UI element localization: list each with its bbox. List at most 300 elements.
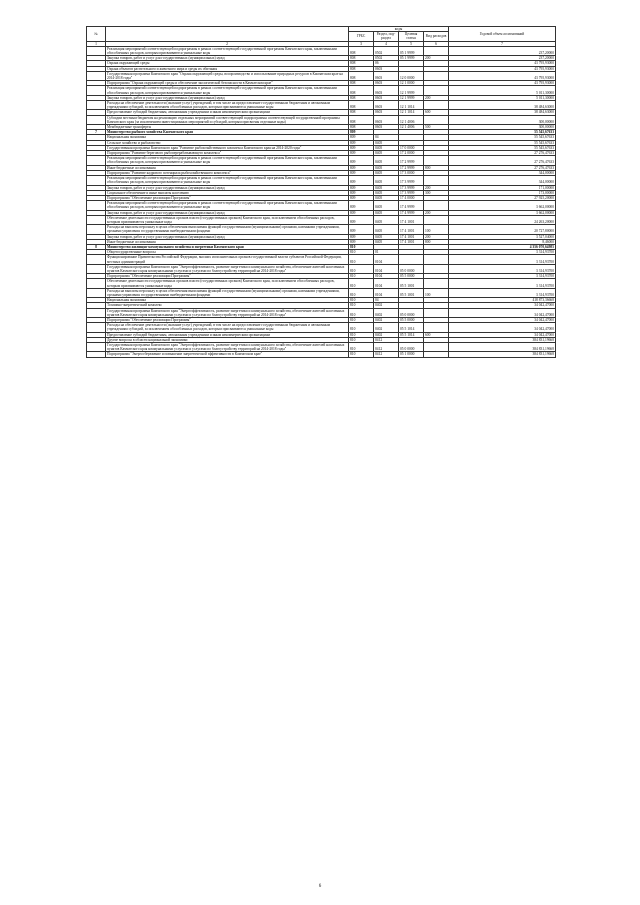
row-grbs: 808 <box>349 101 374 110</box>
row-exptype: 600 <box>424 110 449 115</box>
header-index: 5 <box>399 41 424 46</box>
row-section: 0405 <box>374 190 399 195</box>
row-name: Подпрограмма "Обеспечение реализации Программы" <box>106 274 349 279</box>
header-exptype: Вид расходов <box>424 32 449 41</box>
row-section: 0405 <box>374 140 399 145</box>
row-amount: 5 011,30000 <box>449 86 556 95</box>
row-section: 04 <box>374 298 399 303</box>
row-grbs: 810 <box>349 332 374 337</box>
row-name: Социальное обеспечение и иные выплаты населению <box>106 190 349 195</box>
row-name: Национальная экономика <box>106 135 349 140</box>
row-grbs: 808 <box>349 115 374 124</box>
row-grbs: 808 <box>349 61 374 66</box>
table-row <box>87 308 556 317</box>
row-amount: 344,00000 <box>449 170 556 175</box>
row-exptype <box>424 352 449 357</box>
row-section: 0412 <box>374 337 399 342</box>
row-name: Межбюджетные трансферты <box>106 125 349 130</box>
row-target: 17 3 0000 <box>399 170 424 175</box>
row-section: 0603 <box>374 81 399 86</box>
row-grbs: 808 <box>349 86 374 95</box>
budget-table <box>86 26 556 358</box>
row-name: Сельское хозяйство и рыболовство <box>106 140 349 145</box>
row-exptype <box>424 255 449 264</box>
row-section: 0405 <box>374 151 399 156</box>
row-target: 17 2 9999 <box>399 156 424 165</box>
row-target: 17 3 9999 <box>399 190 424 195</box>
row-amount: 38 484,63000 <box>449 101 556 110</box>
row-grbs: 809 <box>349 165 374 170</box>
row-name: Подпрограмма "Охрана окружающей среды и обеспечение экологической безопасности в Камчатском крае" <box>106 81 349 86</box>
row-target: 17 4 1001 <box>399 234 424 239</box>
table-row <box>87 101 556 110</box>
row-name: Подпрограмма "Энергосбережение и повышение энергетической эффективности в Камчатском крае" <box>106 352 349 357</box>
row-grbs: 809 <box>349 156 374 165</box>
row-name: Расходы на обеспечение деятельности (оказание услуг) учреждений, в том числе на предоставление государственным бюджетным и автономным учреждениям субсидий, за исключением обособленных расходов, которым присваиваются уникальные коды <box>106 101 349 110</box>
row-target: 12 1 1014 <box>399 110 424 115</box>
row-section: 0603 <box>374 110 399 115</box>
row-exptype: 500 <box>424 125 449 130</box>
row-number <box>87 201 106 210</box>
row-amount: 55 545,67633 <box>449 145 556 150</box>
row-grbs: 808 <box>349 56 374 61</box>
row-number <box>87 215 106 224</box>
header-amount: Годовой объем ассигнований <box>449 27 556 42</box>
row-exptype <box>424 279 449 288</box>
row-number <box>87 115 106 124</box>
row-section: 0412 <box>374 343 399 352</box>
row-name: Реализация мероприятий соответствующей подпрограммы в рамках соответствующей государственной программы Камчатского края, заключенными обособленных расходов, которым присваиваются уникальные коды <box>106 201 349 210</box>
row-target: 05 5 1001 <box>399 279 424 288</box>
row-section: 0405 <box>374 145 399 150</box>
row-grbs: 810 <box>349 279 374 288</box>
row-grbs: 809 <box>349 225 374 234</box>
row-number <box>87 279 106 288</box>
row-amount: 237,20000 <box>449 56 556 61</box>
row-section: 0405 <box>374 215 399 224</box>
row-number <box>87 46 106 55</box>
header-section: Раздел, под-раздел <box>374 32 399 41</box>
row-number <box>87 323 106 332</box>
table-row <box>87 279 556 288</box>
row-name: Национальная экономика <box>106 298 349 303</box>
row-name: Реализация мероприятий соответствующей подпрограммы в рамках соответствующей государственной программы Камчатского края, заключенными обособленных расходов, которым присваиваются уникальные коды <box>106 46 349 55</box>
row-exptype: 100 <box>424 225 449 234</box>
row-number <box>87 156 106 165</box>
row-grbs: 809 <box>349 185 374 190</box>
row-amount: 3 662,00000 <box>449 201 556 210</box>
row-amount: 384 831,19668 <box>449 352 556 357</box>
row-section: 0405 <box>374 201 399 210</box>
row-exptype <box>424 71 449 80</box>
row-exptype: 200 <box>424 56 449 61</box>
row-exptype: 800 <box>424 165 449 170</box>
row-section: 0603 <box>374 66 399 71</box>
row-name: Реализация мероприятий соответствующей подпрограммы в рамках соответствующей государственной программы Камчатского края, заключенными обособленных расходов, которым присваиваются уникальные коды <box>106 86 349 95</box>
row-grbs: 810 <box>349 274 374 279</box>
row-exptype <box>424 176 449 185</box>
row-exptype: 200 <box>424 95 449 100</box>
row-section: 0603 <box>374 95 399 100</box>
row-grbs: 810 <box>349 308 374 317</box>
row-number <box>87 264 106 273</box>
row-amount: 24 263,20000 <box>449 215 556 224</box>
row-exptype: 200 <box>424 234 449 239</box>
row-exptype <box>424 323 449 332</box>
row-grbs: 809 <box>349 215 374 224</box>
row-number <box>87 176 106 185</box>
row-section: 0104 <box>374 274 399 279</box>
row-name: Министерство рыбного хозяйства Камчатского края <box>106 130 349 135</box>
row-name: Государственная программа Камчатского края "Энергоэффективность, развитие энергетики и коммунального хозяйства, обеспечение жителей населенных пунктов Камчатского края коммунальными услугами и услугами по благоустройству территорий на 2014-2018 годы" <box>106 343 349 352</box>
header-grbs: ГРБС <box>349 32 374 41</box>
row-name: Подпрограмма "Обеспечение реализации Программы" <box>106 195 349 200</box>
row-number <box>87 255 106 264</box>
row-amount: 3 314,93700 <box>449 288 556 297</box>
row-grbs: 810 <box>349 255 374 264</box>
row-amount: 43 795,93000 <box>449 61 556 66</box>
row-grbs: 810 <box>349 298 374 303</box>
row-name: Иные бюджетные ассигнования <box>106 165 349 170</box>
row-exptype <box>424 115 449 124</box>
row-exptype: 100 <box>424 288 449 297</box>
header-row <box>87 27 556 32</box>
row-exptype: 800 <box>424 239 449 244</box>
row-amount: 38 484,63000 <box>449 110 556 115</box>
table-row <box>87 71 556 80</box>
row-exptype <box>424 343 449 352</box>
row-amount: 34 042,47000 <box>449 303 556 308</box>
row-grbs: 810 <box>349 317 374 322</box>
row-number <box>87 71 106 80</box>
row-name: Закупка товаров, работ и услуг для государственных (муниципальных) нужд <box>106 185 349 190</box>
row-target: 05 5 1014 <box>399 332 424 337</box>
table-row <box>87 343 556 352</box>
row-exptype: 300 <box>424 190 449 195</box>
row-target: 12 1 0000 <box>399 81 424 86</box>
row-target: 05 5 1001 <box>399 288 424 297</box>
row-amount: 418 873,36668 <box>449 298 556 303</box>
row-section: 0405 <box>374 239 399 244</box>
row-exptype <box>424 46 449 55</box>
header-index: 6 <box>424 41 449 46</box>
row-amount: 3 314,93700 <box>449 250 556 255</box>
row-target: 17 4 1001 <box>399 225 424 234</box>
row-target: 05 1 9999 <box>399 46 424 55</box>
row-grbs: 809 <box>349 145 374 150</box>
row-target: 17 4 0000 <box>399 195 424 200</box>
row-exptype: 200 <box>424 210 449 215</box>
row-section: 0402 <box>374 317 399 322</box>
table-row <box>87 176 556 185</box>
row-grbs: 809 <box>349 195 374 200</box>
row-section: 0104 <box>374 255 399 264</box>
header-index: 2 <box>106 41 349 46</box>
row-section: 0603 <box>374 71 399 80</box>
row-grbs: 810 <box>349 303 374 308</box>
row-amount: 55 545,67633 <box>449 140 556 145</box>
row-amount: 55 545,67633 <box>449 130 556 135</box>
row-number: 8 <box>87 244 106 249</box>
table-row <box>87 201 556 210</box>
row-amount: 34 042,47000 <box>449 332 556 337</box>
row-section: 0405 <box>374 234 399 239</box>
header-num: № <box>87 27 106 42</box>
row-amount: 27 276,47633 <box>449 156 556 165</box>
row-number <box>87 343 106 352</box>
row-amount: 300,00000 <box>449 115 556 124</box>
row-amount: 8,46000 <box>449 239 556 244</box>
row-target: 17 4 9999 <box>399 210 424 215</box>
row-grbs: 809 <box>349 210 374 215</box>
row-grbs: 808 <box>349 71 374 80</box>
row-amount: 20 727,80000 <box>449 225 556 234</box>
row-name: Закупка товаров, работ и услуг для государственных (муниципальных) нужд <box>106 234 349 239</box>
row-amount: 34 042,47000 <box>449 323 556 332</box>
row-amount: 344,00000 <box>449 176 556 185</box>
row-section: 0104 <box>374 279 399 288</box>
row-section: 0405 <box>374 185 399 190</box>
header-target: Целевая статья <box>399 32 424 41</box>
row-amount: 173,00000 <box>449 190 556 195</box>
row-section: 01 <box>374 250 399 255</box>
header-name <box>106 27 349 42</box>
row-target: 12 1 9999 <box>399 95 424 100</box>
row-section: 0603 <box>374 115 399 124</box>
row-name: Подпрограмма "Развитие берегового рыбоперерабатывающего комплекса" <box>106 151 349 156</box>
row-amount: 171,00000 <box>449 185 556 190</box>
row-grbs: 808 <box>349 66 374 71</box>
row-number <box>87 101 106 110</box>
row-name: Подпрограмма "Развитие кадрового потенциала рыбохозяйственного комплекса" <box>106 170 349 175</box>
row-section: 0405 <box>374 176 399 185</box>
row-target: 17 2 9999 <box>399 165 424 170</box>
row-section: 0405 <box>374 165 399 170</box>
header-codes: коды <box>349 27 449 32</box>
page-number: 6 <box>318 884 322 889</box>
header-index: 4 <box>374 41 399 46</box>
row-name: Топливно-энергетический комплекс <box>106 303 349 308</box>
row-grbs: 808 <box>349 110 374 115</box>
row-section: 0502 <box>374 46 399 55</box>
row-target: 05 0 0000 <box>399 343 424 352</box>
row-name: Охрана окружающей среды <box>106 61 349 66</box>
row-exptype <box>424 215 449 224</box>
row-section: 0405 <box>374 195 399 200</box>
row-name: Министерство жилищно-коммунального хозяйства и энергетики Камчатского края <box>106 244 349 249</box>
row-name: Государственная программа Камчатского края "Энергоэффективность, развитие энергетики и коммунального хозяйства, обеспечение жителей населенных пунктов Камчатского края коммунальными услугами и услугами по благоустройству территорий на 2014-2018 годы" <box>106 308 349 317</box>
row-grbs: 810 <box>349 244 374 249</box>
row-amount: 384 831,19668 <box>449 337 556 342</box>
row-amount: 27 276,47633 <box>449 151 556 156</box>
row-target <box>399 255 424 264</box>
row-section: 06 <box>374 61 399 66</box>
row-section: 0402 <box>374 308 399 317</box>
table-row <box>87 323 556 332</box>
row-target: 17 2 0000 <box>399 151 424 156</box>
table-row <box>87 215 556 224</box>
row-amount: 300,00000 <box>449 125 556 130</box>
table-row <box>87 86 556 95</box>
row-name: Функционирование Правительства Российской Федерации, высших исполнительных органов государственной власти субъектов Российской Федерации, местных администраций <box>106 255 349 264</box>
row-grbs: 808 <box>349 46 374 55</box>
row-grbs: 809 <box>349 140 374 145</box>
row-section: 0412 <box>374 352 399 357</box>
table-body <box>87 46 556 357</box>
row-name: Расходы на выплаты персоналу в целях обеспечения выполнения функций государственными (муниципальными) органами, казенными учреждениями, органами управления государственными внебюджетными фондами <box>106 225 349 234</box>
row-amount: 43 795,93000 <box>449 71 556 80</box>
row-name: Охрана объектов растительного и животного мира и среды их обитания <box>106 66 349 71</box>
row-exptype: 200 <box>424 185 449 190</box>
row-amount: 4 356 070,64985 <box>449 244 556 249</box>
row-amount: 3 314,93700 <box>449 255 556 264</box>
row-grbs: 810 <box>349 352 374 357</box>
row-grbs: 810 <box>349 343 374 352</box>
row-number <box>87 225 106 234</box>
table-row <box>87 264 556 273</box>
row-target: 17 4 9999 <box>399 201 424 210</box>
table-row <box>87 46 556 55</box>
row-amount: 3 314,93700 <box>449 274 556 279</box>
row-target: 05 5 0000 <box>399 317 424 322</box>
row-name: Расходы на обеспечение деятельности (оказание услуг) учреждений, в том числе на предоставление государственным бюджетным и автономным учреждениям субсидий, за исключением обособленных расходов, которым присваиваются уникальные коды <box>106 323 349 332</box>
row-section: 0104 <box>374 288 399 297</box>
row-section: 0405 <box>374 156 399 165</box>
row-target: 05 0 0000 <box>399 308 424 317</box>
row-grbs: 808 <box>349 81 374 86</box>
row-exptype <box>424 101 449 110</box>
row-name: Закупка товаров, работ и услуг для государственных (муниципальных) нужд <box>106 95 349 100</box>
row-target: 12 1 4006 <box>399 125 424 130</box>
row-grbs: 809 <box>349 135 374 140</box>
row-section: 0405 <box>374 225 399 234</box>
row-target: 05 1 9999 <box>399 56 424 61</box>
row-amount: 5 011,30000 <box>449 95 556 100</box>
row-amount: 34 042,47000 <box>449 308 556 317</box>
row-name: Предоставление субсидий бюджетным, автономным учреждениям и иным некоммерческим организациям <box>106 110 349 115</box>
row-amount: 237,20000 <box>449 46 556 55</box>
row-number <box>87 308 106 317</box>
row-target: 05 5 0000 <box>399 274 424 279</box>
row-target: 12 1 4006 <box>399 115 424 124</box>
row-amount: 34 042,47000 <box>449 317 556 322</box>
row-grbs: 809 <box>349 234 374 239</box>
row-amount: 43 795,93000 <box>449 66 556 71</box>
row-grbs: 808 <box>349 125 374 130</box>
row-amount: 3 314,93700 <box>449 279 556 288</box>
row-number <box>87 288 106 297</box>
row-section: 0502 <box>374 56 399 61</box>
row-grbs: 809 <box>349 176 374 185</box>
row-amount: 3 314,93700 <box>449 264 556 273</box>
row-amount: 27 925,20000 <box>449 195 556 200</box>
row-amount: 27 276,47633 <box>449 165 556 170</box>
row-section: 0603 <box>374 101 399 110</box>
row-name: Реализация мероприятий соответствующей подпрограммы в рамках соответствующей государственной программы Камчатского края, заключенными обособленных расходов, которым присваиваются уникальные коды <box>106 156 349 165</box>
row-name: Иные бюджетные ассигнования <box>106 239 349 244</box>
row-section: 0405 <box>374 210 399 215</box>
row-grbs: 808 <box>349 95 374 100</box>
row-name: Расходы на выплаты персоналу в целях обеспечения выполнения функций государственными (муниципальными) органами, казенными учреждениями, органами управления государственными внебюджетными фондами <box>106 288 349 297</box>
row-section: 0603 <box>374 125 399 130</box>
row-amount: 384 831,19668 <box>449 343 556 352</box>
row-grbs: 809 <box>349 201 374 210</box>
row-grbs: 810 <box>349 264 374 273</box>
row-grbs: 809 <box>349 170 374 175</box>
row-name: Общегосударственные вопросы <box>106 250 349 255</box>
row-name: Подпрограмма "Обеспечение реализации Программы" <box>106 317 349 322</box>
row-name: Субсидии местным бюджетам на реализацию отдельных мероприятий соответствующей подпрограммы соответствующей государственной программы Камчатского края (за исключением инвестиционных мероприятий и субсидий, которым присвоены отдельные коды) <box>106 115 349 124</box>
table-row <box>87 156 556 165</box>
table-row <box>87 352 556 357</box>
row-target: 17 4 1001 <box>399 215 424 224</box>
row-section: 0405 <box>374 170 399 175</box>
row-name: Реализация мероприятий соответствующей подпрограммы в рамках соответствующей государственной программы Камчатского края, заключенными обособленных расходов, которым присваиваются уникальные коды <box>106 176 349 185</box>
row-grbs: 809 <box>349 190 374 195</box>
row-amount: 3 527,04000 <box>449 234 556 239</box>
row-name: Другие вопросы в области национальной экономики <box>106 337 349 342</box>
row-grbs: 810 <box>349 323 374 332</box>
row-grbs: 810 <box>349 288 374 297</box>
table-row <box>87 225 556 234</box>
row-number: 7 <box>87 130 106 135</box>
row-target: 17 4 1001 <box>399 239 424 244</box>
header-index: 3 <box>349 41 374 46</box>
row-exptype <box>424 201 449 210</box>
row-section: 04 <box>374 135 399 140</box>
row-exptype <box>424 308 449 317</box>
table-row <box>87 115 556 124</box>
row-name: Обеспечение деятельности государственных органов власти (государственных органов) Камчатского края, за исключением обособленных расходов, которым присваиваются уникальные коды <box>106 215 349 224</box>
row-target: 05 5 1014 <box>399 323 424 332</box>
row-amount: 43 795,93000 <box>449 81 556 86</box>
row-grbs: 810 <box>349 337 374 342</box>
row-section: 0402 <box>374 332 399 337</box>
row-amount: 3 662,00000 <box>449 210 556 215</box>
row-name: Государственная программа Камчатского края "Развитие рыбохозяйственного комплекса Камчатского края на 2014-2020 годы" <box>106 145 349 150</box>
row-section: 0402 <box>374 303 399 308</box>
row-name: Государственная программа Камчатского края "Энергоэффективность, развитие энергетики и коммунального хозяйства, обеспечение жителей населенных пунктов Камчатского края коммунальными услугами и услугами по благоустройству территорий на 2014-2018 годы" <box>106 264 349 273</box>
row-exptype <box>424 156 449 165</box>
row-target: 12 0 0000 <box>399 71 424 80</box>
row-target: 05 1 0000 <box>399 352 424 357</box>
row-name: Закупка товаров, работ и услуг для государственных (муниципальных) нужд <box>106 210 349 215</box>
row-name: Обеспечение деятельности государственных органов власти (государственных органов) Камчатского края, за исключением обособленных расходов, которым присваиваются уникальные коды <box>106 279 349 288</box>
header-index: 1 <box>87 41 106 46</box>
row-name: Предоставление субсидий бюджетным, автономным учреждениям и иным некоммерческим организациям <box>106 332 349 337</box>
row-target: 17 0 0000 <box>399 145 424 150</box>
row-section: 0603 <box>374 86 399 95</box>
row-number <box>87 352 106 357</box>
row-exptype: 600 <box>424 332 449 337</box>
row-grbs: 809 <box>349 151 374 156</box>
row-target: 17 3 9999 <box>399 176 424 185</box>
row-grbs: 809 <box>349 239 374 244</box>
row-amount: 55 545,67633 <box>449 135 556 140</box>
row-grbs: 810 <box>349 250 374 255</box>
row-name: Закупка товаров, работ и услуг для государственных (муниципальных) нужд <box>106 56 349 61</box>
table-row <box>87 288 556 297</box>
row-section: 0104 <box>374 264 399 273</box>
table-row <box>87 255 556 264</box>
row-target: 12 1 9999 <box>399 86 424 95</box>
row-grbs: 809 <box>349 130 374 135</box>
header-index: 7 <box>449 41 556 46</box>
row-section: 0402 <box>374 323 399 332</box>
row-target: 12 1 1014 <box>399 101 424 110</box>
row-name: Государственная программа Камчатского края "Охрана окружающей среды, воспроизводство и использование природных ресурсов в Камчатском крае на 2014-2018 годы" <box>106 71 349 80</box>
row-exptype <box>424 86 449 95</box>
